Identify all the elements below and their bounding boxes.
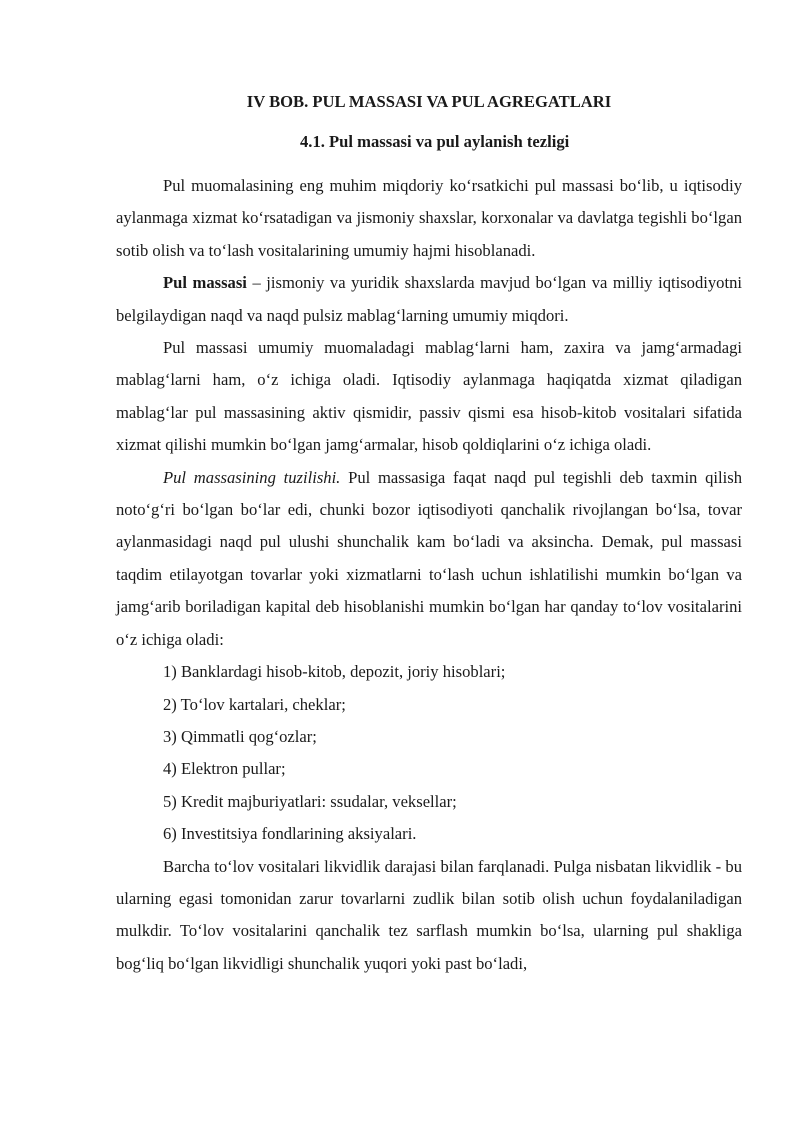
term-pul-massasining-tuzilishi: Pul massasining tuzilishi. bbox=[163, 467, 341, 487]
paragraph-2-text: – jismoniy va yuridik shaxslarda mavjud bo‘lgan va milliy iqtisodiyotni belgilaydigan naqd va naqd pulsiz mablag‘larning umumiy miqdori. bbox=[116, 273, 742, 325]
paragraph-4-text: Pul massasiga faqat naqd pul tegishli deb taxmin qilish noto‘g‘ri bo‘lgan bo‘lar edi, chunki bozor iqtisodiyoti qanchalik rivojlangan bo‘lsa, tovar aylanmasidagi naqd pul ulushi shunchalik kam bo‘ladi va aksincha. Demak, pul massasi taqdim etilayotgan tovarlar yoki xizmatlarni to‘lash uchun ishlatilishi mumkin bo‘lgan va jamg‘arib boriladigan kapital deb hisoblanishi mumkin bo‘lgan har qanday to‘lov vositalarini o‘z ichiga oladi: bbox=[116, 467, 742, 649]
list-item: 6) Investitsiya fondlarining aksiyalari. bbox=[163, 824, 417, 844]
paragraph-5: Barcha to‘lov vositalari likvidlik darajasi bilan farqlanadi. Pulga nisbatan likvidlik - bu ularning egasi tomonidan zarur tovarlarni zudlik bilan sotib olish uchun foydalaniladigan mulkdir. To‘lov vositalarini qanchalik tez sarflash mumkin bo‘lsa, ularning pul shakliga bog‘liq bo‘lgan likvidligi shunchalik yuqori yoki past bo‘ladi, bbox=[116, 856, 742, 973]
list-item: 1) Banklardagi hisob-kitob, depozit, joriy hisoblari; bbox=[163, 662, 506, 682]
paragraph-1: Pul muomalasining eng muhim miqdoriy ko‘rsatkichi pul massasi bo‘lib, u iqtisodiy aylanmaga xizmat ko‘rsatadigan va jismoniy shaxslar, korxonalar va davlatga tegishli bo‘lgan sotib olish va to‘lash vositalarining umumiy hajmi hisoblanadi. bbox=[116, 176, 742, 260]
paragraph-4 bbox=[116, 462, 742, 656]
document-page bbox=[116, 86, 742, 980]
list-item: 4) Elektron pullar; bbox=[163, 759, 286, 779]
paragraph-2 bbox=[116, 267, 742, 332]
list-item: 2) To‘lov kartalari, cheklar; bbox=[163, 694, 346, 714]
term-pul-massasi: Pul massasi bbox=[163, 273, 247, 293]
paragraph-3: Pul massasi umumiy muomaladagi mablag‘larni ham, zaxira va jamg‘armadagi mablag‘larni ham, o‘z ichiga oladi. Iqtisodiy aylanmaga haqiqatda xizmat qiladigan mablag‘lar pul massasining aktiv qismidir, passiv qismi esa hisob-kitob vositalari sifatida xizmat qilishi mumkin bo‘lgan jamg‘armalar, hisob qoldiqlarini o‘z ichiga oladi. bbox=[116, 338, 742, 455]
chapter-title: IV BOB. PUL MASSASI VA PUL AGREGATLARI bbox=[246, 92, 612, 111]
list-item: 5) Kredit majburiyatlari: ssudalar, veksellar; bbox=[163, 791, 457, 811]
list-item: 3) Qimmatli qog‘ozlar; bbox=[163, 726, 317, 746]
section-title: 4.1. Pul massasi va pul aylanish tezligi bbox=[300, 132, 570, 151]
